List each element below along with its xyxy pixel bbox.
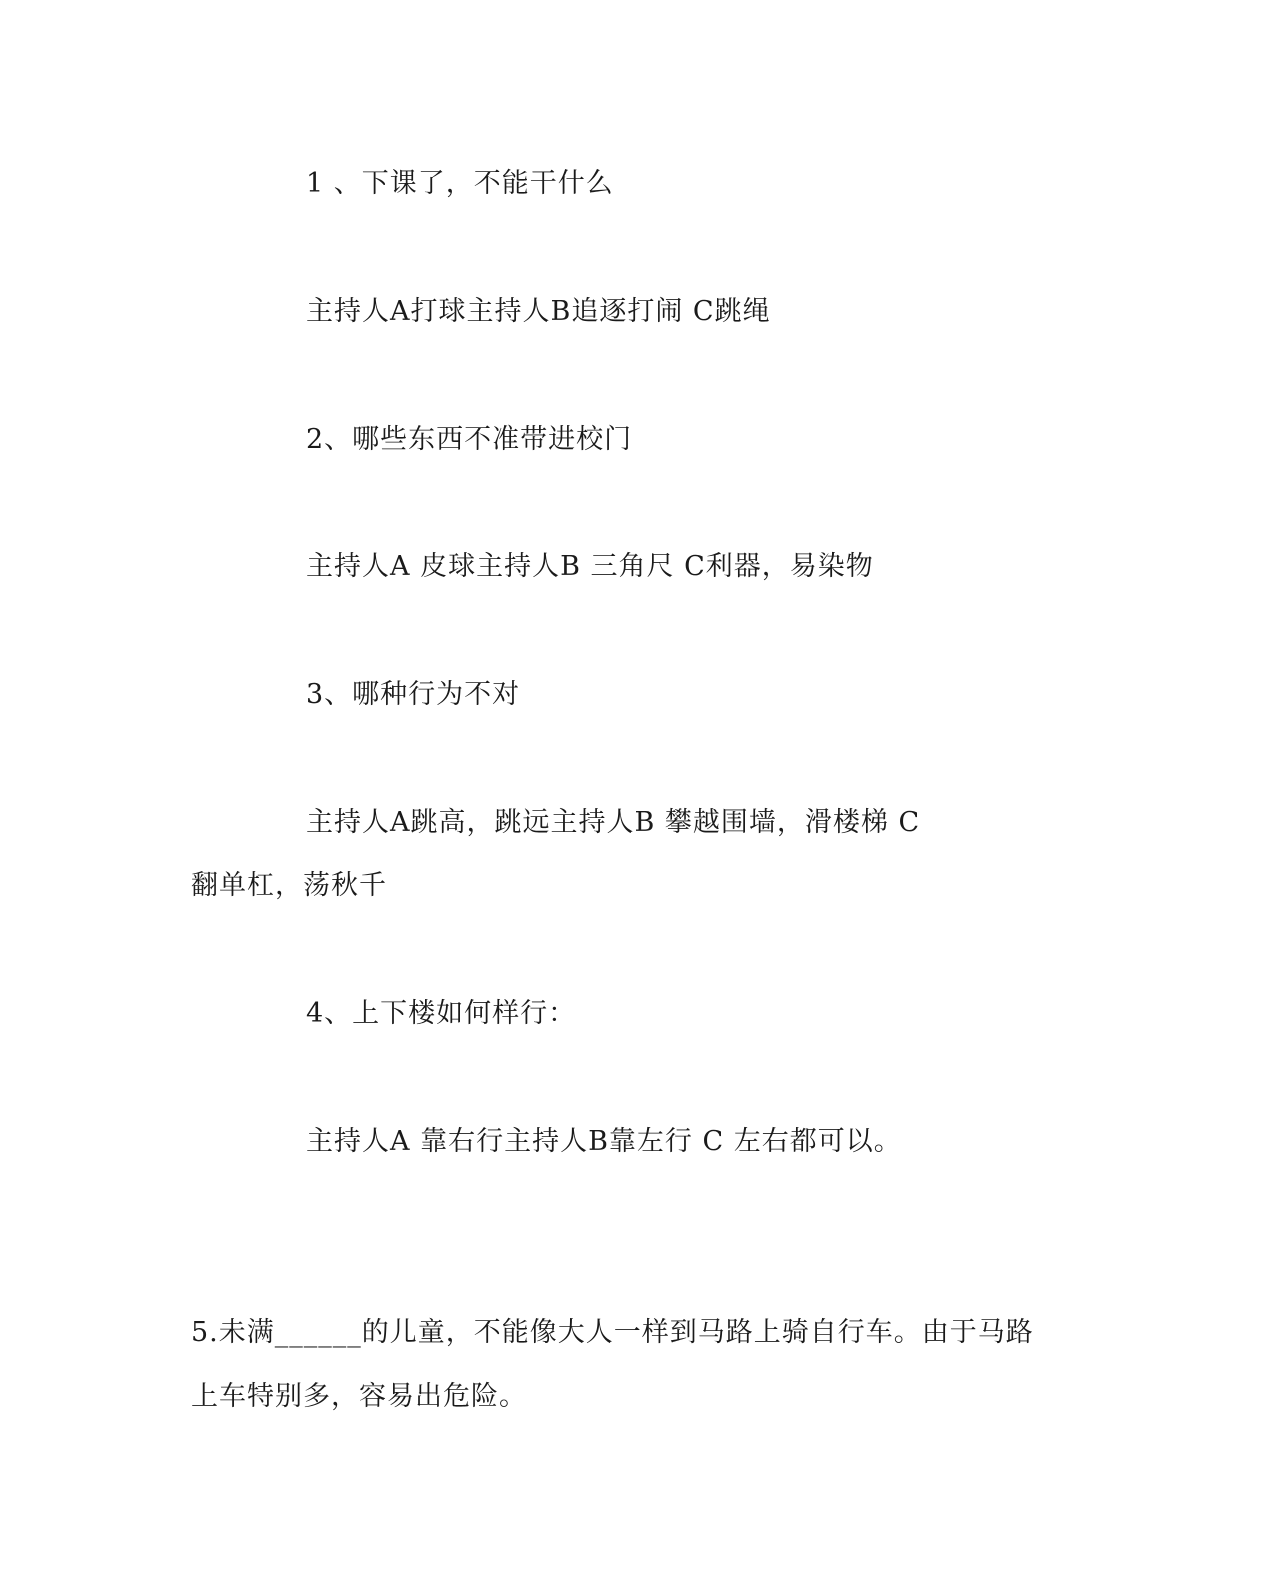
question-4-options: 主持人A 靠右行主持人B靠左行 C 左右都可以。 (306, 1126, 902, 1157)
question-3-title: 3、哪种行为不对 (306, 679, 521, 710)
question-1-options: 主持人A打球主持人B追逐打闹 C跳绳 (306, 296, 771, 327)
question-3-options-line-1: 主持人A跳高，跳远主持人B 攀越围墙，滑楼梯 C (306, 807, 921, 838)
question-5-line-1: 5.未满______的儿童，不能像大人一样到马路上骑自行车。由于马路 (191, 1317, 1034, 1348)
question-4-title: 4、上下楼如何样行： (306, 998, 577, 1029)
question-5-line-2: 上车特别多，容易出危险。 (191, 1381, 527, 1412)
question-1-title: 1 、下课了，不能干什么 (306, 168, 614, 199)
question-2-title: 2、哪些东西不准带进校门 (306, 424, 633, 455)
question-2-options: 主持人A 皮球主持人B 三角尺 C利器，易染物 (306, 551, 874, 582)
question-3-options-line-2: 翻单杠，荡秋千 (191, 870, 387, 901)
